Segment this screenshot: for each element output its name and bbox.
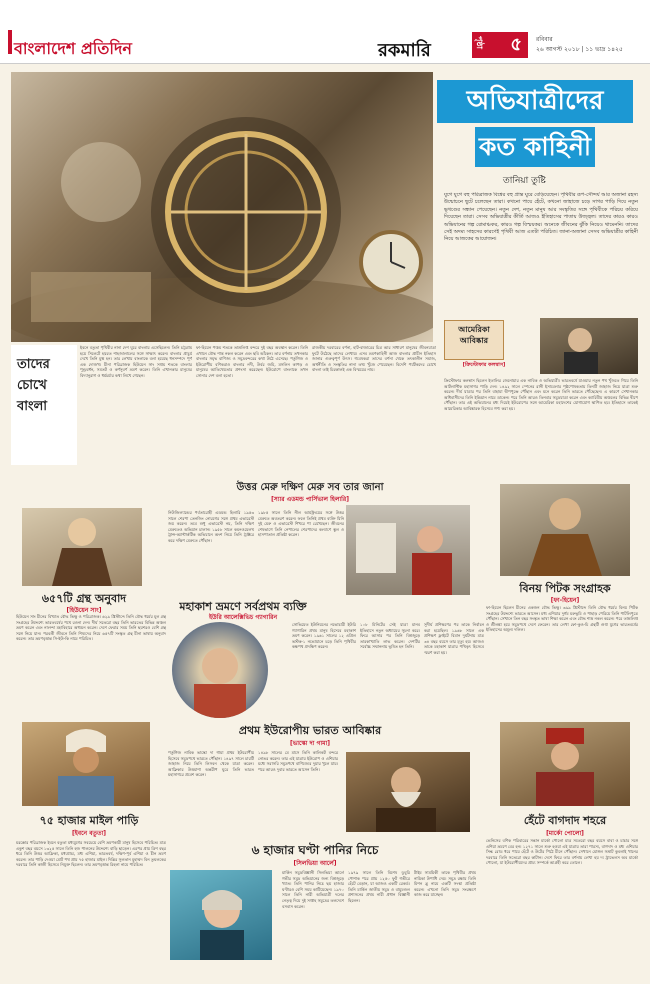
masthead-accent-bar (8, 30, 12, 54)
ibn-battuta-portrait (22, 722, 150, 806)
india-title: প্রথম ইউরোপীয় ভারত আবিষ্কার (238, 724, 382, 737)
sylvia-earle-figure (170, 870, 272, 960)
page-number-badge (472, 32, 528, 58)
author-byline: তানিয়া তুষ্টি (503, 176, 546, 186)
hero-illustration (11, 72, 433, 342)
america-text: ক্রিস্টোফার কলম্বাস ছিলেন ইতালির জেনোয়ার এক নাবিক ও অভিযাত্রী। ভারতবর্ষে যাওয়ার নতুন পথ খুঁজতে গিয়ে তিনি আটলান্টিক মহাসাগর পাড়ি দেন। ১৪৯২ সালে স্পেনের রানী ইসাবেলার পৃষ্ঠপোষকতায় তিনটি জাহাজ নিয়ে যাত্রা শুরু করেন। দীর্ঘ যাত্রার পর তিনি বাহামা দ্বীপপুঞ্জে পৌঁছান এবং মনে করেন তিনি ভারতে পৌঁছেছেন। এ কারণে সেখানকার অধিবাসীদের তিনি ইন্ডিয়ান নামে ডাকেন। পরে তিনি আরও তিনবার সমুদ্রযাত্রা করেন এবং ক্যারিবীয় অঞ্চলের বিভিন্ন দ্বীপে পৌঁছান। তার এই অভিযানের মধ্য দিয়েই ইউরোপের সঙ্গে আমেরিকা মহাদেশের যোগাযোগ স্থাপিত হয়। ইতিহাসে তাকেই আমেরিকার আবিষ্কারক হিসেবে গণ্য করা হয়। (444, 378, 638, 411)
hillary-photo (346, 505, 470, 595)
fa-hien-figure (500, 484, 630, 576)
section-name: রকমারি (378, 40, 431, 61)
their-eyes-title3: বাংলা (17, 399, 48, 414)
poles-subtitle: [স্যার এডমন্ড পার্সিভাল হিলারি] (271, 496, 349, 503)
page-label: পৃষ্ঠা (475, 36, 484, 49)
columbus-figure (540, 318, 638, 374)
baghdad-subtitle: [মার্কো পোলো] (546, 830, 584, 837)
marco-polo-portrait (500, 722, 630, 806)
india-col2: ১৪৯৮ সালের মে মাসে তিনি কালিকট বন্দরে নোঙর করেন। তার এই যাত্রায় ইউরোপ ও এশিয়ার মধ্যে সরাসরি সমুদ্রপথে বাণিজ্যের দুয়ার খুলে যায়। পরে আরও দুবার ভারতে আসেন তিনি। (258, 750, 338, 772)
books-subtitle: [হিউয়েন সাং] (66, 607, 102, 614)
vasco-da-gama-portrait (346, 752, 470, 832)
miles-title: ৭৫ হাজার মাইল পাড়ি (39, 814, 139, 827)
marco-polo-figure (500, 722, 630, 806)
vinaya-text: ফা-হিয়েন ছিলেন চীনের একজন বৌদ্ধ ভিক্ষু। ৩৯৯ খ্রিস্টাব্দে তিনি বৌদ্ধ ধর্মের বিনয় পিটক সংগ্রহের উদ্দেশ্যে ভারতে আসেন। মধ্য এশিয়ার দুর্গম মরুভূমি ও পাহাড় পেরিয়ে তিনি পাটলিপুত্রে পৌঁছান। সেখানে তিন বছর সংস্কৃত ভাষা শিক্ষা করেন এবং বৌদ্ধ শাস্ত্র নকল করেন। পরে তাম্রলিপ্ত ও শ্রীলঙ্কা হয়ে সমুদ্রপথে দেশে ফেরেন। তার লেখা ফো-কুও-চি গ্রন্থটি গুপ্ত যুগের ভারতবর্ষের ইতিহাসের অমূল্য দলিল। (486, 605, 638, 633)
hero-image-compass-map (11, 72, 433, 342)
page-number: ৫ (510, 34, 522, 55)
gagarin-figure (172, 622, 268, 718)
sylvia-earle-photo (170, 870, 272, 960)
baghdad-text: ভেনিসের বণিক পরিবারের সন্তান মার্কো পোলো মাত্র সতেরো বছর বয়সে বাবা ও চাচার সঙ্গে এশিয়া ভ্রমণে বের হন। ১২৭১ সালে শুরু হওয়া এই যাত্রায় তারা পারস্য, বাগদাদ ও মধ্য এশিয়ার সিল্ক রোড ধরে পায়ে হেঁটে ও উটের পিঠে চীনে পৌঁছান। সেখানে মোঙ্গল সম্রাট কুবলাই খানের দরবারে তিনি সতেরো বছর কাটান। দেশে ফিরে তার বর্ণনায় লেখা হয় দ্য ট্রাভেলস অব মার্কো পোলো, যা ইউরোপীয়দের প্রাচ্য সম্পর্কে আগ্রহী করে তোলে। (486, 838, 638, 866)
miles-text: মরক্কোর পরিব্রাজক ইবনে বতুতা মধ্যযুগের সবচেয়ে বেশি ভ্রমণকারী মানুষ হিসেবে পরিচিত। মাত্র একুশ বছর বয়সে ১৩২৫ সালে তিনি হজ পালনের উদ্দেশ্যে বাড়ি ছাড়েন। এরপর প্রায় ত্রিশ বছর ধরে তিনি উত্তর আফ্রিকা, মধ্যপ্রাচ্য, মধ্য এশিয়া, ভারতবর্ষ, দক্ষিণ-পূর্ব এশিয়া ও চীন ভ্রমণ করেন। তার পাড়ি দেওয়া মোট পথ প্রায় ৭৫ হাজার মাইল। দিল্লির সুলতান মুহাম্মদ বিন তুঘলকের দরবারে তিনি কাজী হিসেবে নিযুক্ত ছিলেন। তার ভ্রমণবৃত্তান্ত রিহলা নামে পরিচিত। (16, 840, 166, 868)
columbus-portrait (540, 318, 638, 374)
india-col1: পর্তুগিজ নাবিক ভাস্কো দা গামা প্রথম ইউরোপীয় হিসেবে সমুদ্রপথে ভারতে পৌঁছান। ১৪৯৭ সালে চারটি জাহাজ নিয়ে তিনি লিসবন থেকে যাত্রা করেন। আফ্রিকার উত্তমাশা অন্তরীপ ঘুরে তিনি ভারত মহাসাগরে প্রবেশ করেন। (168, 750, 254, 778)
vinaya-title: বিনয় পিটক সংগ্রাহক (519, 582, 611, 595)
fa-hien-portrait (500, 484, 630, 576)
their-eyes-title-box (11, 345, 77, 465)
ibn-battuta-figure (22, 722, 150, 806)
poles-title: উত্তর মেরু দক্ষিণ মেরু সব তার জানা (236, 482, 384, 493)
books-title: ৬৫৭টি গ্রন্থ অনুবাদ (41, 592, 127, 605)
books-text: হিউয়েন সাং চীনের বিখ্যাত বৌদ্ধ ভিক্ষু ও পরিব্রাজক। ৬২৯ খ্রিস্টাব্দে তিনি বৌদ্ধ ধর্মের মূল গ্রন্থ সংগ্রহের উদ্দেশ্যে ভারতবর্ষের পথে রওনা দেন। দীর্ঘ সতেরো বছর তিনি ভারতের বিভিন্ন অঞ্চল ভ্রমণ করেন এবং নালন্দা মহাবিহারে অধ্যয়ন করেন। দেশে ফেরার সময় তিনি ছয়শরও বেশি গ্রন্থ সঙ্গে নিয়ে যান। পরবর্তী জীবনে তিনি শিষ্যদের নিয়ে ৬৫৭টি সংস্কৃত গ্রন্থ চীনা ভাষায় অনুবাদ করেন। তার ভ্রমণবৃত্তান্ত সি-ইউ-কি নামে পরিচিত। (16, 614, 166, 642)
hiuen-tsang-figure (22, 508, 142, 586)
feature-title-line2: কত কাহিনী (475, 127, 595, 167)
space-col2: ১০৮ মিনিটের সেই যাত্রা মানব ইতিহাসে নতুন অধ্যায়ের সূচনা করে। ফিরে আসার পর তিনি বিশ্বজুড়ে তারকাখ্যাতি লাভ করেন। দেশটির সর্বোচ্চ সম্মাননায় ভূষিত হন তিনি। (360, 622, 420, 650)
america-title-box (444, 320, 504, 360)
vasco-figure (346, 752, 470, 832)
hiuen-tsang-portrait (22, 508, 142, 586)
hillary-figure (346, 505, 470, 595)
poles-col2: ১৯৮৫ সালে তিনি নীল আর্মস্ট্রংয়ের সঙ্গে উত্তর মেরুতে অবতরণ করেন। ফলে তিনিই প্রথম ব্যক্তি যিনি দুই মেরু ও এভারেস্ট শিখরে পা রেখেছেন। জীবনের শেষভাগে তিনি নেপালের শেরপাদের কল্যাণে স্কুল ও হাসপাতাল প্রতিষ্ঠা করেন। (258, 510, 344, 538)
their-eyes-title1: তাদের (17, 357, 50, 372)
gagarin-portrait (172, 622, 268, 718)
paper-name: বাংলাদেশ প্রতিদিন (14, 39, 132, 58)
masthead (0, 0, 650, 64)
their-eyes-col1: ইবনে বতুতা পৃথিবীর নানা দেশ ঘুরে বাংলায় এসেছিলেন। তিনি চট্টগ্রাম হয়ে সিলেটে হযরত শাহজালালের সঙ্গে সাক্ষাৎ করেন। বাংলার প্রাচুর্য দেখে তিনি মুগ্ধ হন। তার লেখায় বাংলাকে বলা হয়েছে ধনসম্পদে পূর্ণ এক দোজখ। চীনা পরিব্রাজক হিউয়েন সাং সপ্তম শতকে বাংলার পুণ্ড্রবর্ধন, সমতট ও কর্ণসুবর্ণ ভ্রমণ করেন। তিনি এখানকার মানুষের বিদ্যানুরাগ ও ধর্মচর্চার কথা লিখে গেছেন। (80, 345, 192, 378)
america-title: আমেরিকা আবিষ্কার (458, 325, 490, 345)
water-col1: মার্কিন সমুদ্রবিজ্ঞানী সিলভিয়া আর্লে গভীর সমুদ্র অভিযানের জন্য বিশ্বজুড়ে খ্যাত। তিনি পানির নিচে ছয় হাজার ঘণ্টারও বেশি সময় কাটিয়েছেন। ১৯৭০ সালে তিনি নারী অভিযাত্রী দলের নেতৃত্ব দিয়ে দুই সপ্তাহ সমুদ্রের তলদেশে বসবাস করেন। (282, 870, 344, 909)
their-eyes-col3: রাজকীয় দরবারের বর্ণনা, হাট-বাজারের চিত্র আর সাধারণ মানুষের জীবনযাত্রা ফুটে উঠেছে তাদের লেখায়। এসব ভ্রমণকাহিনী আজ বাংলার প্রাচীন ইতিহাস জানার গুরুত্বপূর্ণ উৎস। গবেষকরা তাদের বর্ণনা থেকে তৎকালীন সমাজ, অর্থনীতি ও সংস্কৃতির নানা তথ্য খুঁজে পেয়েছেন। বিদেশি পর্যটকদের চোখে বাংলা তাই চিরকালই এক বিস্ময়ের নাম। (312, 345, 436, 373)
water-title: ৬ হাজার ঘণ্টা পানির নিচে (251, 843, 379, 857)
space-title: মহাকাশ ভ্রমণে সর্বপ্রথম ব্যক্তি (179, 600, 307, 613)
space-subtitle: ইউরি আলেক্সিভিচ গ্যাগারিন (208, 614, 278, 621)
feature-title-line1: অভিযাত্রীদের (437, 80, 633, 123)
water-col2: ১৯৭৯ সালে তিনি বিশেষ ডুবুরি পোশাক পরে প্রায় ১২৫০ ফুট গভীরে হেঁটে বেড়ান, যা আজও একটি রেকর্ড। তিনি মার্কিন জাতীয় সমুদ্র ও বায়ুমণ্ডল প্রশাসনের প্রথম নারী প্রধান বিজ্ঞানী ছিলেন। (348, 870, 410, 903)
space-col3: সুদীর্ঘ প্রশিক্ষণের পর তাকে নির্বাচন করা হয়েছিল। ১৯৬৮ সালে এক প্রশিক্ষণ ফ্লাইটে বিমান দুর্ঘটনায় মাত্র ৩৪ বছর বয়সে তার মৃত্যু হয়। আজও তাকে মহাকাশ যাত্রার পথিকৃৎ হিসেবে স্মরণ করা হয়। (424, 622, 484, 655)
their-eyes-col2: ফা-হিয়েন পঞ্চম শতকে তাম্রলিপ্ত বন্দরে দুই বছর অবস্থান করেন। তিনি এখানে বৌদ্ধ শাস্ত্র নকল করেন এবং ছবি আঁকেন। তার বর্ণনায় তখনকার বাংলার সমৃদ্ধ বাণিজ্য ও সমুদ্রবন্দরের কথা উঠে এসেছে। পর্তুগিজ ও ইউরোপীয় বণিকরাও বাংলার নদী, উর্বর জমি, মসলিন কাপড় ও মানুষের আতিথেয়তার প্রশংসা করেছেন। ইউরোপে বাংলাকে তখন সোনার দেশ বলা হতো। (196, 345, 308, 378)
india-subtitle: [ভাস্কো দা গামা] (290, 740, 330, 747)
poles-col1: নিউজিল্যান্ডের পর্বতারোহী এডমন্ড হিলারি ১৯৫৩ সালে শেরপা তেনজিং নোরগের সঙ্গে প্রথম এভারেস্ট জয় করেন। তবে শুধু এভারেস্ট নয়, তিনি দক্ষিণ মেরুতেও অভিযান চালান। ১৯৫৮ সালে কমনওয়েলথ ট্রান্স-অ্যান্টার্কটিক অভিযানে অংশ নিয়ে তিনি ট্রাক্টরে করে দক্ষিণ মেরুতে পৌঁছান। (168, 510, 254, 543)
america-subtitle: [ক্রিস্টোফার কলম্বাস] (462, 362, 506, 368)
miles-subtitle: [ইবনে বতুতা] (71, 830, 107, 837)
their-eyes-title2: চোখে (17, 378, 47, 393)
publish-day: রবিবার (536, 36, 553, 43)
water-col3: টাইম সাময়িকী তাকে পৃথিবীর প্রথম নায়িকা উপাধি দেয়। সমুদ্র রক্ষায় তিনি মিশন ব্লু নামে একটি সংস্থা প্রতিষ্ঠা করেন। এখনো তিনি সমুদ্র সংরক্ষণে কাজ করে যাচ্ছেন। (414, 870, 476, 898)
water-subtitle: [সিলভিয়া আর্লে] (293, 860, 337, 867)
vinaya-subtitle: [ফা-হিয়েন] (550, 597, 580, 604)
publish-date: ২৬ আগস্ট ২০১৮ | ১১ ভাদ্র ১৪২৫ (536, 46, 623, 53)
space-col1: সোভিয়েত ইউনিয়নের নভোচারী ইউরি গ্যাগারিন প্রথম মানুষ হিসেবে মহাকাশ ভ্রমণ করেন। ১৯৬১ সালের ১২ এপ্রিল ভস্টক-১ নভোযানে চড়ে তিনি পৃথিবীর কক্ষপথ প্রদক্ষিণ করেন। (292, 622, 356, 650)
intro-text: যুগে যুগে বহু পরিব্রাজক বিশ্বের বহু প্রান্ত ঘুরে বেড়িয়েছেন। পৃথিবীর রূপ-সৌন্দর্য আর অজানা রহস্য উন্মোচনে ছুটে চলেছেন তারা। কখনো পায়ে হেঁটে, কখনো জাহাজে চড়ে সাগর পাড়ি দিয়ে নতুন ভূখণ্ডের সন্ধান পেয়েছেন। নতুন দেশ, নতুন মানুষ আর সংস্কৃতির সঙ্গে পৃথিবীকে পরিচয় করিয়ে দিয়েছেন তারা। সেসব অভিযাত্রীর কীর্তি আজও ইতিহাসের পাতায় উজ্জ্বল। তাদের কারও কারও অভিযানের গল্প রোমাঞ্চকর, কারও গল্প বিস্ময়কর। অনেকে জীবনের ঝুঁকি নিয়েও থামেননি। তাদের সেই অদম্য সাহসের কারণেই পৃথিবী আজ এতটা পরিচিত। জানা-অজানা সেসব অভিযাত্রীর কাহিনী নিয়ে আজকের আয়োজন। (444, 192, 638, 243)
baghdad-title: হেঁটে বাগদাদ শহরে (523, 814, 607, 827)
